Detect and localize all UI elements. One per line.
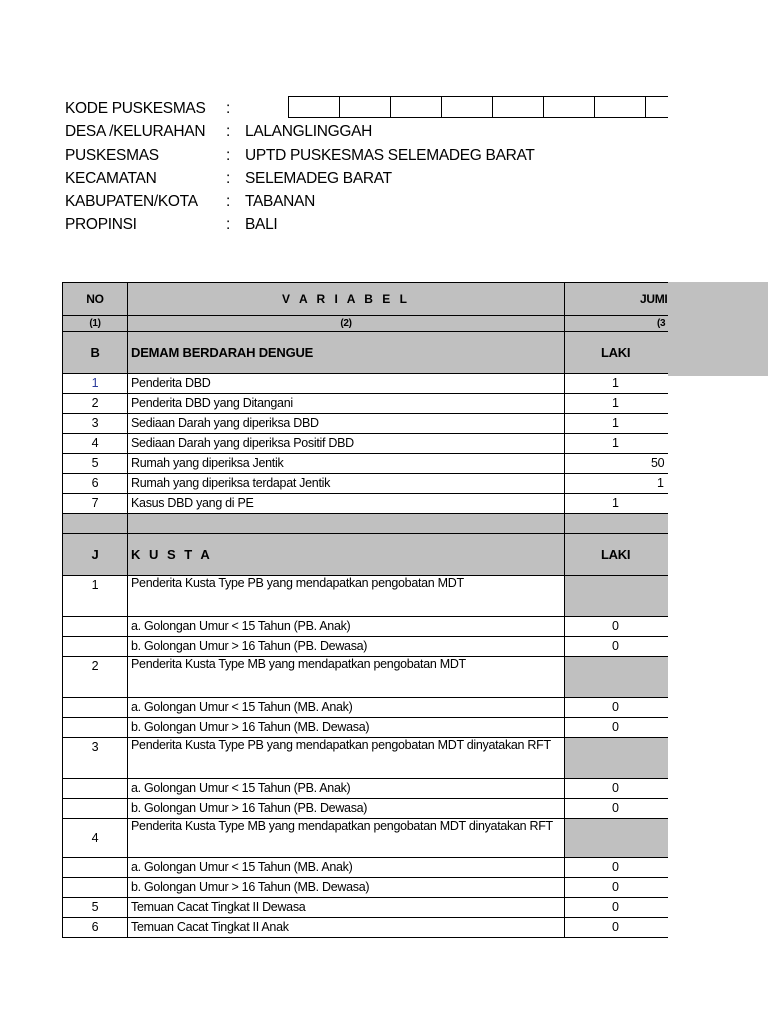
col-index-variabel: (2): [128, 316, 565, 332]
code-box[interactable]: [390, 96, 442, 118]
col-header-variabel: V A R I A B E L: [128, 283, 565, 316]
row-label: Kasus DBD yang di PE: [128, 494, 565, 514]
row-no: [63, 637, 128, 657]
header-value: UPTD PUSKESMAS SELEMADEG BARAT: [245, 146, 535, 164]
section-no: B: [63, 332, 128, 374]
table-row: [63, 617, 669, 637]
table-row: [63, 454, 669, 474]
table-row: [63, 738, 669, 779]
code-box[interactable]: [543, 96, 595, 118]
row-value-blank: [565, 819, 669, 858]
table-row: [63, 878, 669, 898]
header-row-kecamatan: [65, 167, 668, 190]
header-colon: :: [226, 169, 231, 187]
row-label: a. Golongan Umur < 15 Tahun (MB. Anak): [128, 858, 565, 878]
code-box[interactable]: [339, 96, 391, 118]
row-label: b. Golongan Umur > 16 Tahun (PB. Dewasa): [128, 799, 565, 819]
table-row: [63, 858, 669, 878]
header-value: SELEMADEG BARAT: [245, 169, 392, 187]
row-label: a. Golongan Umur < 15 Tahun (MB. Anak): [128, 698, 565, 718]
header-label: PROPINSI: [65, 216, 137, 234]
table-row: [63, 637, 669, 657]
row-value[interactable]: 1: [565, 434, 669, 454]
code-box[interactable]: [492, 96, 544, 118]
header-row-puskesmas: [65, 144, 668, 167]
code-box[interactable]: [594, 96, 646, 118]
row-label: a. Golongan Umur < 15 Tahun (PB. Anak): [128, 617, 565, 637]
row-value[interactable]: 0: [565, 698, 669, 718]
row-no: 5: [63, 454, 128, 474]
row-label: b. Golongan Umur > 16 Tahun (MB. Dewasa): [128, 878, 565, 898]
col-header-no: NO: [63, 283, 128, 316]
row-no: [63, 617, 128, 637]
col-index-jumlah: (3: [565, 316, 669, 332]
row-no: 2: [63, 657, 128, 698]
row-label: Penderita DBD: [128, 374, 565, 394]
col-header-jumlah: JUMI: [565, 283, 669, 316]
table-row: [63, 414, 669, 434]
row-value[interactable]: 0: [565, 617, 669, 637]
header-value: TABANAN: [245, 193, 315, 211]
header-value: LALANGLINGGAH: [245, 123, 373, 141]
code-box[interactable]: [441, 96, 493, 118]
code-box[interactable]: [288, 96, 340, 118]
table-row: [63, 819, 669, 858]
row-no: 5: [63, 898, 128, 918]
header-value: BALI: [245, 216, 278, 234]
row-value[interactable]: 0: [565, 799, 669, 819]
section-title: DEMAM BERDARAH DENGUE: [128, 332, 565, 374]
header-colon: :: [226, 123, 231, 141]
row-label: Temuan Cacat Tingkat II Dewasa: [128, 898, 565, 918]
row-no: [63, 858, 128, 878]
row-no: 3: [63, 738, 128, 779]
row-no: 3: [63, 414, 128, 434]
row-value[interactable]: 0: [565, 918, 669, 938]
section-no: J: [63, 534, 128, 576]
row-value[interactable]: 1: [565, 414, 669, 434]
row-value[interactable]: 1: [565, 394, 669, 414]
row-value[interactable]: 1: [565, 494, 669, 514]
header-label: KECAMATAN: [65, 169, 157, 187]
row-label: Penderita DBD yang Ditangani: [128, 394, 565, 414]
col-index-no: (1): [63, 316, 128, 332]
table-row: [63, 799, 669, 819]
row-label: Penderita Kusta Type MB yang mendapatkan pengobatan MDT: [128, 657, 565, 698]
table-row: [63, 698, 669, 718]
row-no: 4: [63, 819, 128, 858]
report-table: [62, 282, 668, 938]
row-value[interactable]: 0: [565, 637, 669, 657]
row-value[interactable]: 50: [565, 454, 669, 474]
header-colon: :: [226, 100, 231, 117]
blank-row: [63, 514, 669, 534]
section-row-dbd: [63, 332, 669, 374]
row-value[interactable]: 0: [565, 718, 669, 738]
row-value-blank: [565, 576, 669, 617]
header-colon: :: [226, 193, 231, 211]
row-label: Sediaan Darah yang diperiksa DBD: [128, 414, 565, 434]
row-label: Penderita Kusta Type PB yang mendapatkan pengobatan MDT: [128, 576, 565, 617]
row-no: [63, 878, 128, 898]
row-label: Penderita Kusta Type MB yang mendapatkan pengobatan MDT dinyatakan RFT: [128, 819, 565, 858]
row-no: 1: [63, 374, 128, 394]
row-value[interactable]: 1: [565, 374, 669, 394]
header-label: KODE PUSKESMAS: [65, 100, 206, 117]
table-row: [63, 718, 669, 738]
row-no: [63, 698, 128, 718]
row-no: 6: [63, 474, 128, 494]
table-row: [63, 474, 669, 494]
kode-puskesmas-boxes: [288, 96, 668, 118]
header-row-kabupaten: [65, 190, 668, 213]
header-row-propinsi: [65, 213, 668, 236]
row-label: Rumah yang diperiksa terdapat Jentik: [128, 474, 565, 494]
table-row: [63, 374, 669, 394]
header-row-desa: [65, 120, 668, 143]
row-label: b. Golongan Umur > 16 Tahun (MB. Dewasa): [128, 718, 565, 738]
row-value-blank: [565, 738, 669, 779]
row-no: 2: [63, 394, 128, 414]
header-colon: :: [226, 216, 231, 234]
header-label: DESA /KELURAHAN: [65, 123, 206, 141]
header-label: PUSKESMAS: [65, 146, 159, 164]
grey-side-panel: [668, 282, 768, 376]
table-row: [63, 434, 669, 454]
table-row: [63, 494, 669, 514]
table-row: [63, 779, 669, 799]
puskesmas-header: [65, 97, 668, 237]
table-row: [63, 657, 669, 698]
section-col-laki: LAKI: [565, 534, 669, 576]
row-no: 7: [63, 494, 128, 514]
table-row: [63, 576, 669, 617]
table-header-row: [63, 283, 669, 316]
blank-cell: [128, 514, 565, 534]
row-label: b. Golongan Umur > 16 Tahun (PB. Dewasa): [128, 637, 565, 657]
blank-cell: [565, 514, 669, 534]
row-label: Sediaan Darah yang diperiksa Positif DBD: [128, 434, 565, 454]
row-no: [63, 799, 128, 819]
row-value[interactable]: 1: [565, 474, 669, 494]
row-label: Temuan Cacat Tingkat II Anak: [128, 918, 565, 938]
table-index-row: [63, 316, 669, 332]
row-no: 1: [63, 576, 128, 617]
header-colon: :: [226, 146, 231, 164]
row-value[interactable]: 0: [565, 878, 669, 898]
row-value-blank: [565, 657, 669, 698]
section-title: K U S T A: [128, 534, 565, 576]
row-no: 4: [63, 434, 128, 454]
table-row: [63, 394, 669, 414]
row-label: Rumah yang diperiksa Jentik: [128, 454, 565, 474]
row-value[interactable]: 0: [565, 898, 669, 918]
row-value[interactable]: 0: [565, 858, 669, 878]
table-row: [63, 918, 669, 938]
row-value[interactable]: 0: [565, 779, 669, 799]
row-no: [63, 779, 128, 799]
row-label: a. Golongan Umur < 15 Tahun (PB. Anak): [128, 779, 565, 799]
section-col-laki: LAKI: [565, 332, 669, 374]
row-no: [63, 718, 128, 738]
section-row-kusta: [63, 534, 669, 576]
header-label: KABUPATEN/KOTA: [65, 193, 198, 211]
code-box[interactable]: [645, 96, 668, 118]
table-row: [63, 898, 669, 918]
row-label: Penderita Kusta Type PB yang mendapatkan pengobatan MDT dinyatakan RFT: [128, 738, 565, 779]
blank-cell: [63, 514, 128, 534]
row-no: 6: [63, 918, 128, 938]
header-row-kode: [65, 97, 668, 120]
